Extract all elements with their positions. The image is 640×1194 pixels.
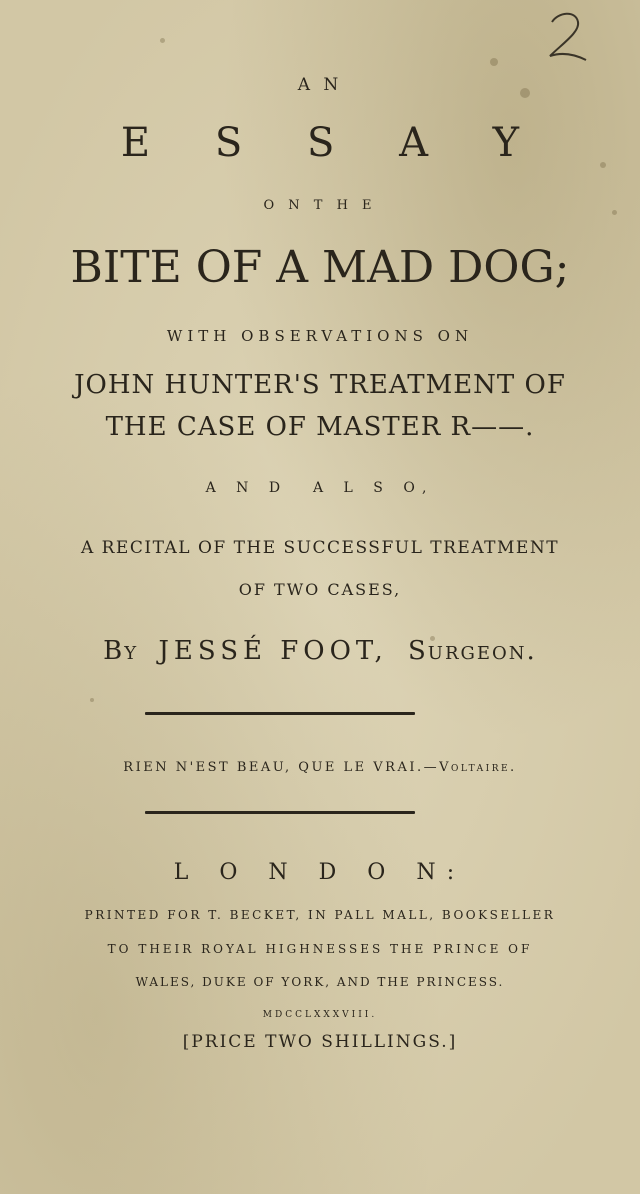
foxing-spot [90, 698, 94, 702]
epigraph [0, 760, 640, 775]
foxing-spot [160, 38, 165, 43]
imprint-line2: TO THEIR ROYAL HIGHNESSES THE PRINCE OF [107, 942, 533, 956]
title-on-the: O N T H E [263, 198, 377, 213]
subtitle-line1: JOHN HUNTER'S TREATMENT OF [74, 370, 566, 400]
author-name: JESSÉ FOOT, [158, 636, 388, 666]
subtitle-recital: A RECITAL OF THE SUCCESSFUL TREATMENT [80, 538, 560, 558]
imprint-line3: WALES, DUKE OF YORK, AND THE PRINCESS. [135, 975, 505, 989]
subtitle-and-also: A N D A L S O, [205, 480, 435, 496]
imprint-line1: PRINTED FOR T. BECKET, IN PALL MALL, BOOKSELLER [84, 908, 556, 922]
price-note: [PRICE TWO SHILLINGS.] [182, 1032, 458, 1052]
imprint-year: MDCCLXXXVIII. [262, 1010, 378, 1020]
author-title: Surgeon. [407, 636, 537, 666]
title-essay: E S S A Y [120, 120, 546, 166]
epigraph-text: RIEN N'EST BEAU, QUE LE VRAI. [123, 760, 424, 775]
divider-rule-top [145, 712, 415, 715]
author-line [0, 636, 640, 666]
subtitle-two-cases: OF TWO CASES, [238, 580, 402, 599]
foxing-spot [490, 58, 498, 66]
handwritten-folio-number [540, 8, 600, 68]
author-by: By [103, 636, 139, 666]
title-an: A N [297, 75, 343, 95]
divider-rule-bottom [145, 811, 415, 814]
title-main: BITE OF A MAD DOG; [70, 242, 570, 293]
imprint-city: L O N D O N: [173, 860, 467, 885]
subtitle-line2: THE CASE OF MASTER R——. [105, 412, 535, 442]
subtitle-with-observations: WITH OBSERVATIONS ON [166, 327, 474, 345]
epigraph-attribution: —Voltaire. [423, 760, 517, 775]
